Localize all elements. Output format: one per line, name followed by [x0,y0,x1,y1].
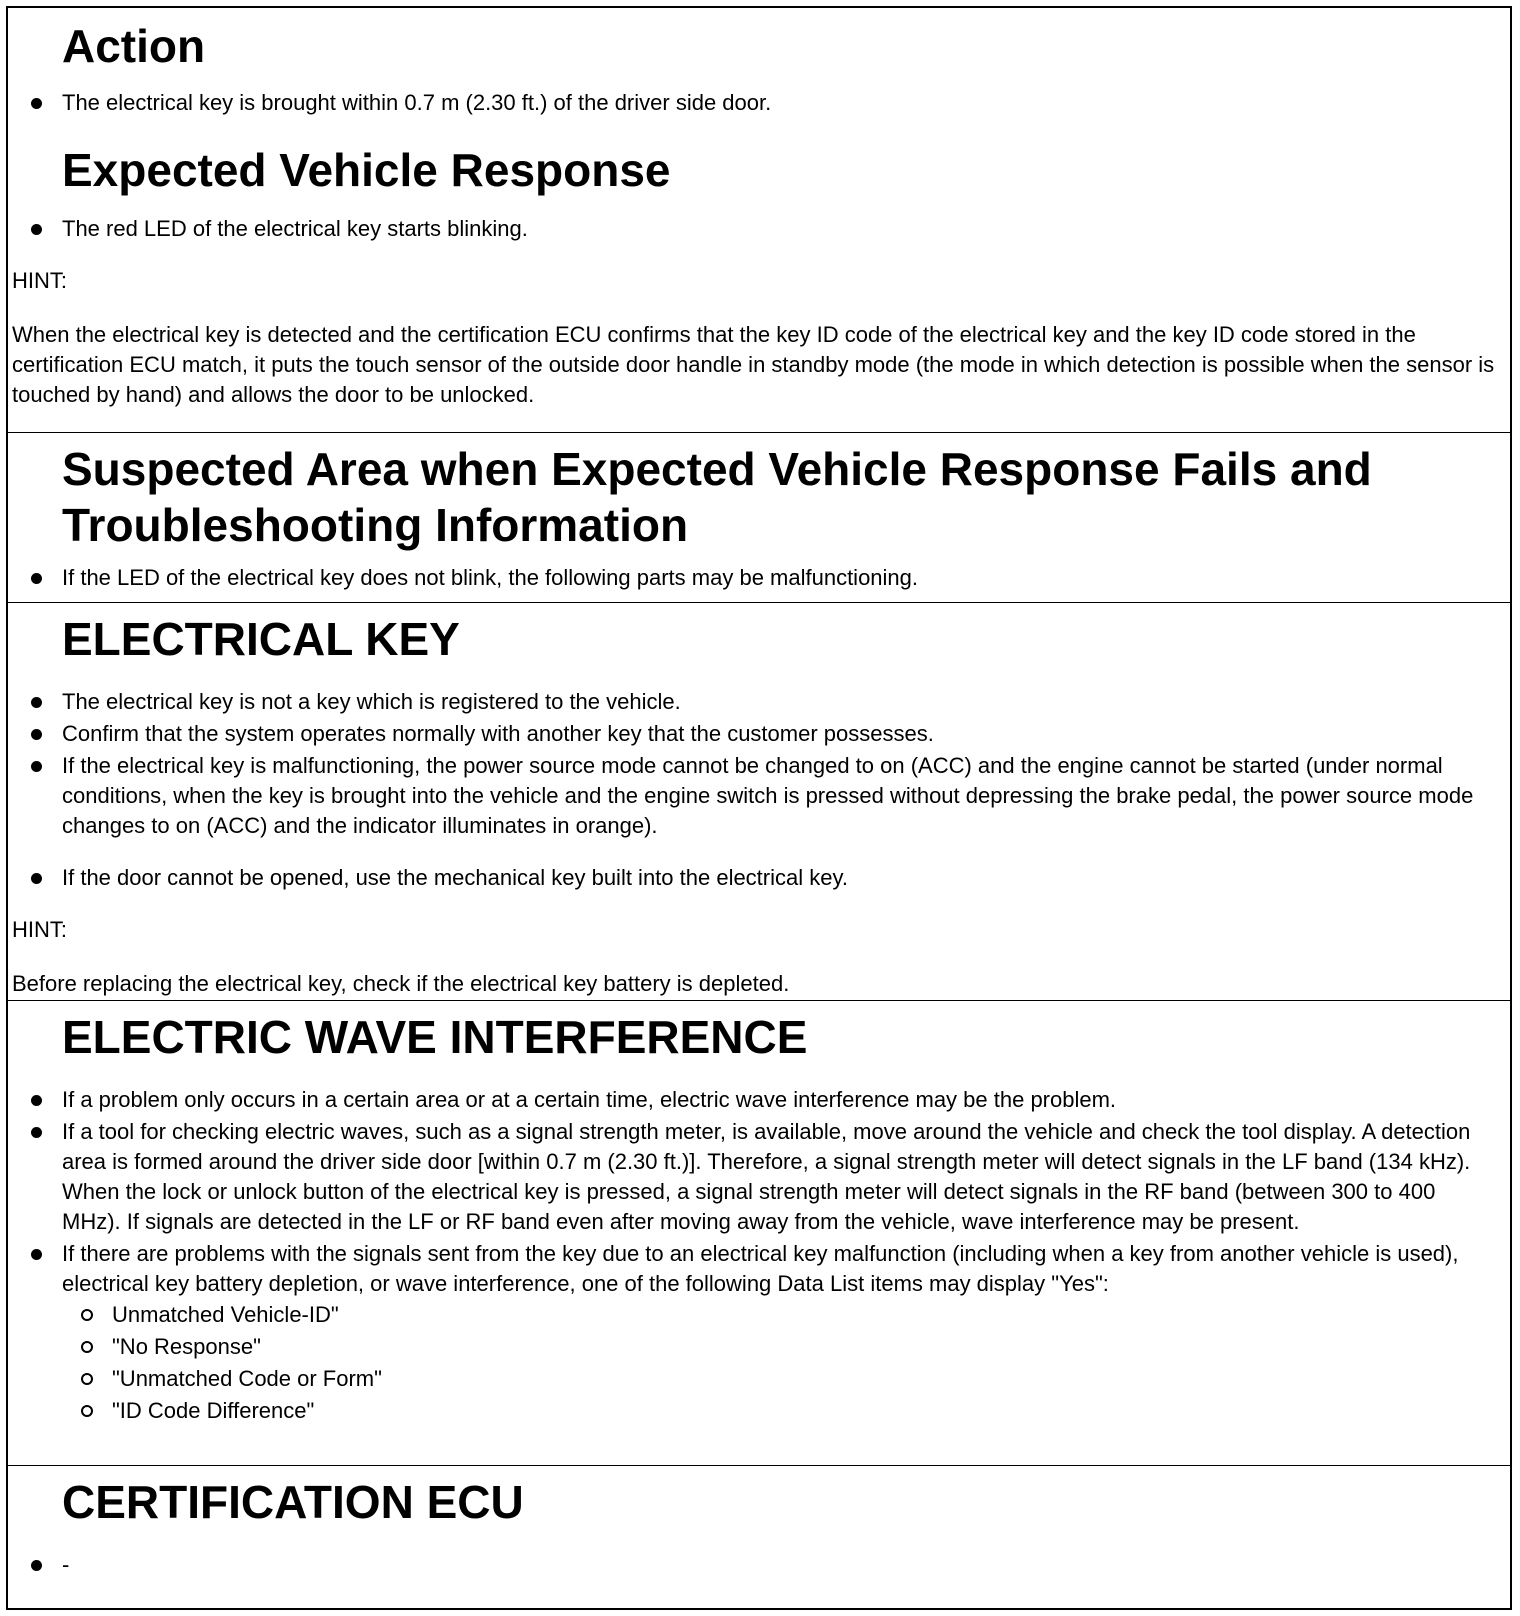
repair-manual-page [6,6,1512,1610]
data-list-item: "Unmatched Code or Form" [8,1363,1510,1395]
electrical-key-bullet-4: If the door cannot be opened, use the mechanical key built into the electrical key. [8,863,1510,893]
electrical-key-hint-text: Before replacing the electrical key, check if the electrical key battery is depleted. [12,971,790,996]
certification-ecu-list [8,1550,1510,1580]
suspected-area-list [8,563,1510,593]
wave-interference-heading: ELECTRIC WAVE INTERFERENCE [62,1011,808,1063]
certification-ecu-heading: CERTIFICATION ECU [62,1476,524,1528]
hint-text: When the electrical key is detected and the certification ECU confirms that the key ID code of the electrical key and the key ID code stored in the certification ECU match, it puts the touch sensor of the outside door handle in standby mode (the mode in which detection is possible when the sensor is touched by hand) and allows the door to be unlocked. [12,322,1495,407]
expected-response-list [8,214,1510,244]
action-section [8,8,1510,433]
suspected-area-bullet-1: If the LED of the electrical key does not blink, the following parts may be malfunctioning. [8,563,1510,593]
certification-ecu-bullet-1: - [8,1550,1510,1580]
expected-response-bullet-1: The red LED of the electrical key starts blinking. [8,214,1510,244]
hint-label: HINT: [12,268,67,293]
wave-interference-bullet-3: If there are problems with the signals sent from the key due to an electrical key malfunction (including when a key from another vehicle is used), electrical key battery depletion, or wave interference, one of the following Data List items may display "Yes": [8,1239,1510,1299]
wave-interference-section [8,1001,1510,1466]
wave-interference-list [8,1085,1510,1299]
electrical-key-hint-label: HINT: [12,917,67,942]
electrical-key-section [8,603,1510,1001]
action-heading: Action [62,20,206,72]
expected-response-heading: Expected Vehicle Response [62,144,671,196]
data-list-item: "No Response" [8,1331,1510,1363]
action-bullet-1: The electrical key is brought within 0.7 m (2.30 ft.) of the driver side door. [8,88,1510,118]
electrical-key-bullet-2: Confirm that the system operates normally with another key that the customer possesses. [8,719,1510,749]
data-list-item: Unmatched Vehicle-ID" [8,1299,1510,1331]
electrical-key-bullet-1: The electrical key is not a key which is registered to the vehicle. [8,687,1510,717]
data-list-items [8,1299,1510,1427]
certification-ecu-section [8,1466,1510,1580]
electrical-key-heading: ELECTRICAL KEY [62,613,460,665]
wave-interference-bullet-2: If a tool for checking electric waves, such as a signal strength meter, is available, move around the vehicle and check the tool display. A detection area is formed around the driver side door [within 0.7 m (2.30 ft.)]. Therefore, a signal strength meter will detect signals in the LF band (134 kHz). When the lock or unlock button of the electrical key is pressed, a signal strength meter will detect signals in the RF band (between 300 to 400 MHz). If signals are detected in the LF or RF band even after moving away from the vehicle, wave interference may be present. [8,1117,1510,1237]
data-list-item: "ID Code Difference" [8,1395,1510,1427]
suspected-area-section [8,433,1510,603]
wave-interference-bullet-1: If a problem only occurs in a certain area or at a certain time, electric wave interference may be the problem. [8,1085,1510,1115]
electrical-key-bullet-3: If the electrical key is malfunctioning, the power source mode cannot be changed to on (ACC) and the engine cannot be started (under normal conditions, when the key is brought into the vehicle and the engine switch is pressed without depressing the brake pedal, the power source mode changes to on (ACC) and the indicator illuminates in orange). [8,751,1510,841]
suspected-area-heading: Suspected Area when Expected Vehicle Response Fails and Troubleshooting Information [62,443,1372,551]
action-list [8,88,1510,118]
electrical-key-list [8,687,1510,893]
